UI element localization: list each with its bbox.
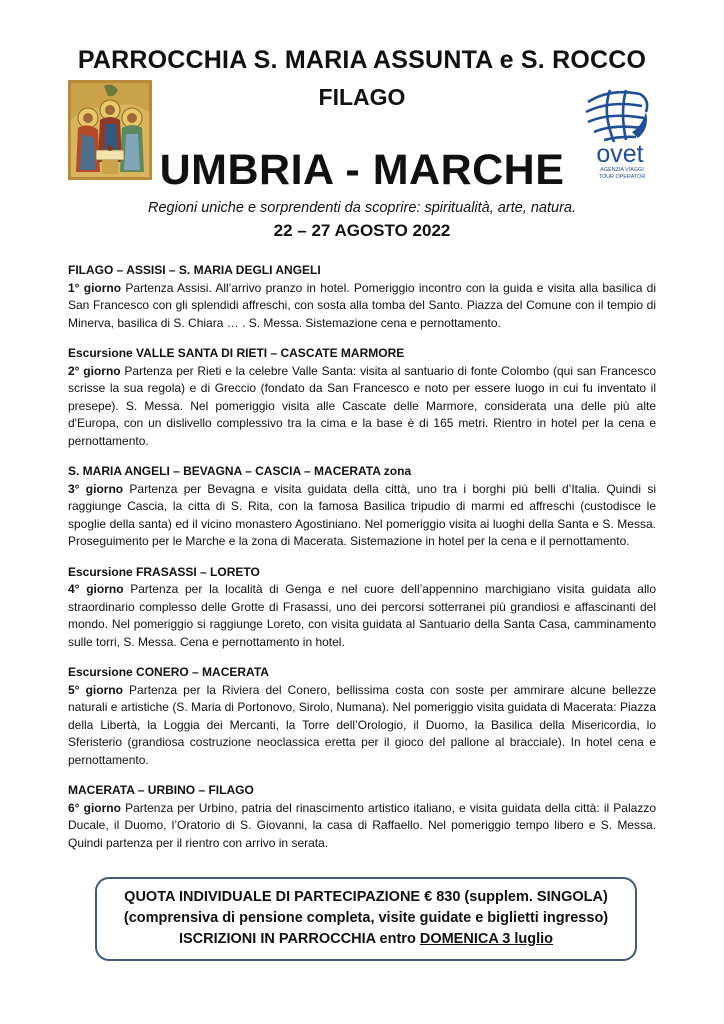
day-6 [68,782,656,852]
day-1-label: 1° giorno [68,280,122,295]
day-2 [68,345,656,450]
day-3-description [68,481,656,551]
registration-prefix: ISCRIZIONI IN PARROCCHIA entro [178,931,420,947]
day-4-description [68,581,656,651]
registration-deadline: DOMENICA 3 luglio [419,931,554,947]
day-3-label: 3° giorno [68,481,124,496]
destination-title: UMBRIA - MARCHE [159,146,565,194]
day-4 [68,564,656,652]
day-3 [68,463,656,551]
day-4-text: Partenza per la località di Genga e nel cuore dell’appennino marchigiano visita guidata allo straordinario complesso delle Grotte di Frasassi, uno dei percorsi sotterranei più grandiosi e affascinanti del mondo. Nel pomeriggio si raggiunge Loreto, con visita guidata al Santuario della Santa Casa, camminamento sulle torri, S. Messa. Cena e pernottamento in hotel. [68,582,656,649]
trip-dates: 22 – 27 AGOSTO 2022 [273,221,451,240]
day-5-title: Escursione CONERO – MACERATA [68,665,269,679]
logo-line2: TOUR OPERATOR [598,174,646,180]
town-title: FILAGO [318,84,406,110]
day-4-title: Escursione FRASASSI – LORETO [68,564,260,579]
day-6-text: Partenza per Urbino, patria del rinascimento artistico italiano, e visita guidata della città: il Palazzo Ducale, il Duomo, l’Oratorio di S. Giovanni, la casa di Raffaello. Nel pomeriggio tempo libero e S. Messa. Quindi partenza per il rientro con arrivo in serata. [68,800,656,850]
day-2-text: Partenza per Rieti e la celebre Valle Santa: visita al santuario di fonte Colombo (qui san Francesco scrisse la sua regola) e di Greccio (fondato da San Francesco e noto per essere luogo in cui fu inventato il presepe). S. Messa. Nel pomeriggio visita alle Cascate delle Marmore, considerata una delle più alte d'Europa, con un dislivello complessivo tra la cima e la base è di 165 metri. Rientro in hotel per la cena e pernottamento. [68,363,656,448]
day-2-label: 2° giorno [68,363,121,378]
price-box [95,877,637,961]
day-5-label: 5° giorno [68,682,123,697]
day-1-description [68,280,656,333]
day-3-title: S. MARIA ANGELI – BEVAGNA – CASCIA – MACERATA zona [68,464,412,478]
inclusions-line: (comprensiva di pensione completa, visite guidate e biglietti ingresso) [123,910,609,926]
day-2-description [68,363,656,451]
itinerary [68,262,656,865]
day-1-title: FILAGO – ASSISI – S. MARIA DEGLI ANGELI [68,263,321,277]
day-4-label: 4° giorno [68,582,124,596]
logo-line1: AGENZIA VIAGGI [600,167,644,173]
parish-title: PARROCCHIA S. MARIA ASSUNTA e S. ROCCO [77,46,647,74]
day-1 [68,262,656,332]
price-line: QUOTA INDIVIDUALE DI PARTECIPAZIONE € 830 (supplem. SINGOLA) [124,889,608,905]
ovet-logo [580,82,660,182]
day-2-title: Escursione VALLE SANTA DI RIETI – CASCATE MARMORE [68,346,405,360]
day-6-title: MACERATA – URBINO – FILAGO [68,783,254,797]
trinity-icon-image [68,80,152,180]
day-5 [68,664,656,769]
logo-brand: ovet [596,140,644,168]
day-6-label: 6° giorno [68,800,121,815]
day-5-description [68,682,656,770]
day-6-description [68,800,656,853]
day-5-text: Partenza per la Riviera del Conero, bellissima costa con soste per ammirare alcune bellezze naturali e artistiche (S. Maria di Portonovo, Sirolo, Numana). Nel pomeriggio visita guidata di Macerata: Piazza della Libertà, la Loggia dei Mercanti, la Torre dell’Orologio, il Duomo, la Basilica della Misericordia, lo Sferisterio (grandiosa costruzione neoclassica eretta per il gioco del pallone al bracciale). In hotel cena e pernottamento. [68,682,656,767]
day-1-text: Partenza Assisi. All’arrivo pranzo in hotel. Pomeriggio incontro con la guida e visita alla basilica di San Francesco con gli splendidi affreschi, con sosta alla tomba del Santo. Piazza del Comune con il tempio di Minerva, basilica di S. Chiara … . S. Messa. Sistemazione cena e pernottamento. [68,280,656,330]
day-3-text: Partenza per Bevagna e visita guidata della città, uno tra i borghi più belli d’Italia. Quindi si raggiunge Cascia, la citta di S. Rita, con la famosa Basilica tripudio di marmi ed affreschi (custodisce le spoglie della santa) ed il vicino monastero Agostiniano. Nel pomeriggio visita ai luoghi della Santa e S. Messa. Proseguimento per le Marche e la zona di Macerata. Sistemazione in hotel per la cena e il pernottamento. [68,481,656,548]
registration-line [97,929,635,950]
tagline: Regioni uniche e sorprendenti da scoprire: spiritualità, arte, natura. [148,200,576,216]
